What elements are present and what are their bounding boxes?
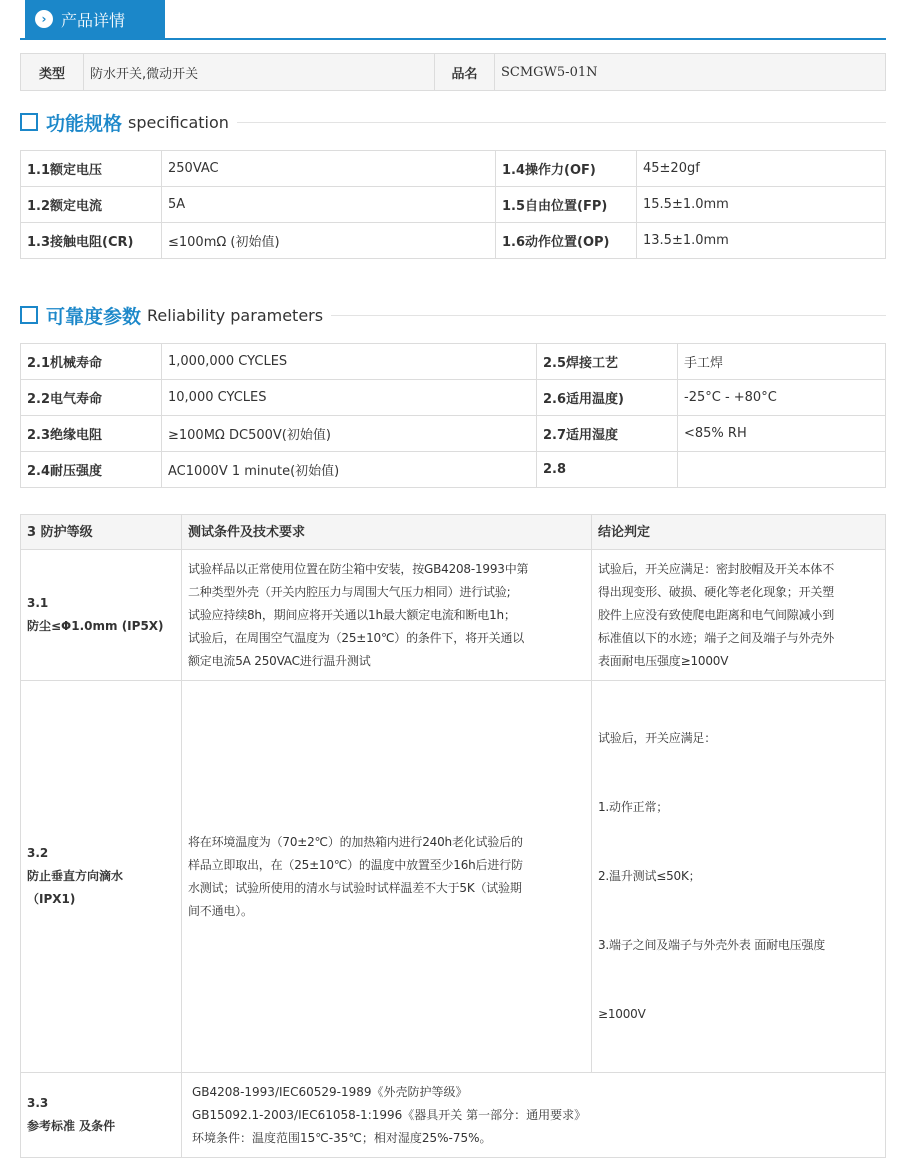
table-row xyxy=(21,380,886,416)
rel-key: 2.6适用温度) xyxy=(537,380,678,416)
col-header-conditions: 测试条件及技术要求 xyxy=(182,515,592,550)
rel-value xyxy=(678,452,886,488)
rel-key: 2.5焊接工艺 xyxy=(537,344,678,380)
text-line: 表面耐电压强度≥1000V xyxy=(598,653,729,668)
rel-value: <85% RH xyxy=(678,416,886,452)
reliability-table xyxy=(20,343,886,488)
col-header-result: 结论判定 xyxy=(592,515,886,550)
text-line: 试验后，开关应满足：密封胶帽及开关本体不 xyxy=(598,561,835,576)
level-name: 防止垂直方向滴水 xyxy=(27,869,124,883)
table-header-row xyxy=(21,515,886,550)
header-title: 产品详情 xyxy=(61,10,126,30)
col-header-level: 3 防护等级 xyxy=(21,515,182,550)
reliability-title-en: Reliability parameters xyxy=(147,305,324,325)
product-type-table xyxy=(20,53,886,91)
level-cell xyxy=(21,681,182,1073)
spec-key: 1.1额定电压 xyxy=(21,151,162,187)
rel-value: 1,000,000 CYCLES xyxy=(162,344,537,380)
header-tab xyxy=(25,0,165,38)
spec-value: 13.5±1.0mm xyxy=(637,223,886,259)
level-number: 3.2 xyxy=(27,846,49,860)
table-row xyxy=(21,550,886,681)
spec-key: 1.5自由位置(FP) xyxy=(496,187,637,223)
section-header xyxy=(20,0,886,40)
conditions-cell xyxy=(182,681,592,1073)
table-row xyxy=(21,223,886,259)
spec-key: 1.6动作位置(OP) xyxy=(496,223,637,259)
text-line: 试验应持续8h，期间应将开关通以1h最大额定电流和断电1h； xyxy=(188,607,516,622)
text-line: 2.温升测试≤50K； xyxy=(598,869,701,883)
rel-value: 10,000 CYCLES xyxy=(162,380,537,416)
result-cell xyxy=(592,681,886,1073)
spec-title-en: specification xyxy=(128,112,229,132)
spec-key: 1.3接触电阻(CR) xyxy=(21,223,162,259)
level-number: 3.1 xyxy=(27,596,49,610)
text-line: 将在环境温度为（70±2℃）的加热箱内进行240h老化试验后的 xyxy=(188,834,523,849)
spec-heading xyxy=(20,107,886,137)
rel-key: 2.1机械寿命 xyxy=(21,344,162,380)
rel-value: 手工焊 xyxy=(678,344,886,380)
rel-key: 2.7适用湿度 xyxy=(537,416,678,452)
table-row xyxy=(21,151,886,187)
spec-value: 250VAC xyxy=(162,151,496,187)
text-line: 额定电流5A 250VAC进行温升测试 xyxy=(188,653,371,668)
rel-value: AC1000V 1 minute(初始值) xyxy=(162,452,537,488)
text-line: 试验后，开关应满足： xyxy=(598,731,717,745)
type-label: 类型 xyxy=(21,54,84,91)
level-cell xyxy=(21,1073,182,1158)
spec-table xyxy=(20,150,886,259)
rel-value: ≥100MΩ DC500V(初始值) xyxy=(162,416,537,452)
name-value: SCMGW5-01N xyxy=(495,54,886,91)
spec-value: 15.5±1.0mm xyxy=(637,187,886,223)
table-row xyxy=(21,416,886,452)
text-line: 二种类型外壳（开关内腔压力与周围大气压力相同）进行试验; xyxy=(188,584,511,599)
text-line: 样品立即取出，在（25±10℃）的温度中放置至少16h后进行防 xyxy=(188,857,523,872)
level-cell xyxy=(21,550,182,681)
conditions-cell xyxy=(182,550,592,681)
table-row xyxy=(21,681,886,1073)
rel-key: 2.8 xyxy=(537,452,678,488)
text-line: GB4208-1993/IEC60529-1989《外壳防护等级》 xyxy=(192,1084,468,1099)
chevron-right-circle-icon: › xyxy=(35,10,53,28)
text-line: 水测试；试验所使用的清水与试验时试样温差不大于5K（试验期 xyxy=(188,880,522,895)
level-name: （IPX1) xyxy=(27,892,76,906)
spec-key: 1.4操作力(OF) xyxy=(496,151,637,187)
rel-value: -25°C - +80°C xyxy=(678,380,886,416)
rel-key: 2.3绝缘电阻 xyxy=(21,416,162,452)
text-line: 1.动作正常； xyxy=(598,800,669,814)
spec-value: 5A xyxy=(162,187,496,223)
level-number: 3.3 xyxy=(27,1096,49,1110)
level-name: 参考标准 及条件 xyxy=(27,1119,116,1133)
name-label: 品名 xyxy=(435,54,495,91)
spec-value: ≤100mΩ (初始值) xyxy=(162,223,496,259)
table-row xyxy=(21,1073,886,1158)
text-line: 得出现变形、破损、硬化等老化现象；开关塑 xyxy=(598,584,835,599)
square-icon xyxy=(20,113,38,131)
text-line: ≥1000V xyxy=(598,1007,646,1021)
protection-table xyxy=(20,514,886,1158)
result-cell xyxy=(592,550,886,681)
text-line: 标准值以下的水迹；端子之间及端子与外壳外 xyxy=(598,630,835,645)
text-line: 试验后，在周围空气温度为（25±10℃）的条件下，将开关通以 xyxy=(188,630,525,645)
type-value: 防水开关,微动开关 xyxy=(84,54,435,91)
text-line: 3.端子之间及端子与外壳外表 面耐电压强度 xyxy=(598,938,826,952)
spec-value: 45±20gf xyxy=(637,151,886,187)
table-row xyxy=(21,187,886,223)
table-row xyxy=(21,344,886,380)
reliability-title-cn: 可靠度参数 xyxy=(46,305,142,328)
spec-key: 1.2额定电流 xyxy=(21,187,162,223)
spec-title-cn: 功能规格 xyxy=(46,112,123,135)
text-line: 试验样品以正常使用位置在防尘箱中安装，按GB4208-1993中第 xyxy=(188,561,529,576)
divider xyxy=(237,122,886,123)
text-line: 间不通电）。 xyxy=(188,903,253,918)
rel-key: 2.4耐压强度 xyxy=(21,452,162,488)
rel-key: 2.2电气寿命 xyxy=(21,380,162,416)
level-name: 防尘≤Φ1.0mm (IP5X) xyxy=(27,619,164,633)
reliability-heading xyxy=(20,300,886,330)
divider xyxy=(331,315,886,316)
standards-cell xyxy=(182,1073,886,1158)
square-icon xyxy=(20,306,38,324)
text-line: GB15092.1-2003/IEC61058-1:1996《器具开关 第一部分：通用要求》 xyxy=(192,1107,587,1122)
text-line: 环境条件：温度范围15℃-35℃；相对湿度25%-75%。 xyxy=(192,1130,492,1145)
table-row xyxy=(21,452,886,488)
text-line: 胶件上应没有致使爬电距离和电气间隙减小到 xyxy=(598,607,835,622)
